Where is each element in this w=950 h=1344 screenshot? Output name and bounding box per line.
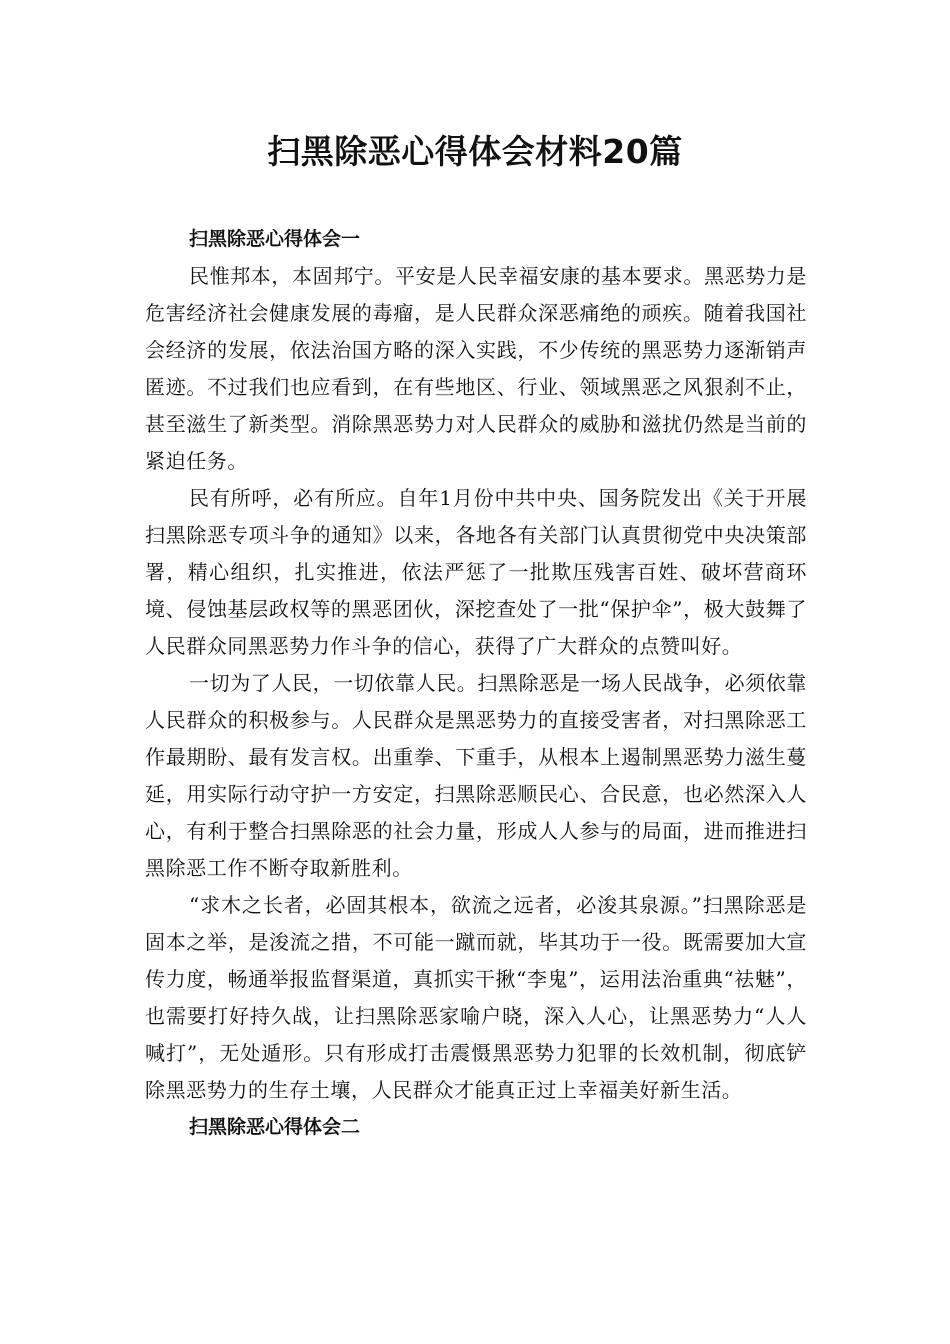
section-1 bbox=[145, 221, 807, 1109]
paragraph: 民有所呼，必有所应。自年1月份中共中央、国务院发出《关于开展扫黑除恶专项斗争的通知》以来，各地各有关部门认真贯彻党中央决策部署，精心组织，扎实推进，依法严惩了一批欺压残害百姓、破坏营商环境、侵蚀基层政权等的黑恶团伙，深挖查处了一批“保护伞”，极大鼓舞了人民群众同黑恶势力作斗争的信心，获得了广大群众的点赞叫好。 bbox=[145, 486, 807, 658]
paragraph: “求木之长者，必固其根本，欲流之远者，必浚其泉源。”扫黑除恶是固本之举，是浚流之措，不可能一蹴而就，毕其功于一役。既需要加大宣传力度，畅通举报监督渠道，真抓实干揪“李鬼”，运用法治重典“祛魅”，也需要打好持久战，让扫黑除恶家喻户晓，深入人心，让黑恶势力“人人喊打”，无处遁形。只有形成打击震慑黑恶势力犯罪的长效机制，彻底铲除黑恶势力的生存土壤，人民群众才能真正过上幸福美好新生活。 bbox=[145, 893, 807, 1102]
section-heading: 扫黑除恶心得体会一 bbox=[189, 228, 361, 250]
paragraph: 一切为了人民，一切依靠人民。扫黑除恶是一场人民战争，必须依靠人民群众的积极参与。人民群众是黑恶势力的直接受害者，对扫黑除恶工作最期盼、最有发言权。出重拳、下重手，从根本上遏制黑恶势力滋生蔓延，用实际行动守护一方安定，扫黑除恶顺民心、合民意，也必然深入人心，有利于整合扫黑除恶的社会力量，形成人人参与的局面，进而推进扫黑除恶工作不断夺取新胜利。 bbox=[145, 671, 807, 880]
paragraph: 民惟邦本，本固邦宁。平安是人民幸福安康的基本要求。黑恶势力是危害经济社会健康发展的毒瘤，是人民群众深恶痛绝的顽疾。随着我国社会经济的发展，依法治国方略的深入实践，不少传统的黑恶势力逐渐销声匿迹。不过我们也应看到，在有些地区、行业、领域黑恶之风狠刹不止，甚至滋生了新类型。消除黑恶势力对人民群众的威胁和滋扰仍然是当前的紧迫任务。 bbox=[145, 264, 807, 473]
section-heading: 扫黑除恶心得体会二 bbox=[189, 1116, 361, 1138]
section-2 bbox=[145, 1109, 807, 1146]
document-body bbox=[145, 221, 807, 1146]
document-title: 扫黑除恶心得体会材料20篇 bbox=[267, 132, 683, 171]
